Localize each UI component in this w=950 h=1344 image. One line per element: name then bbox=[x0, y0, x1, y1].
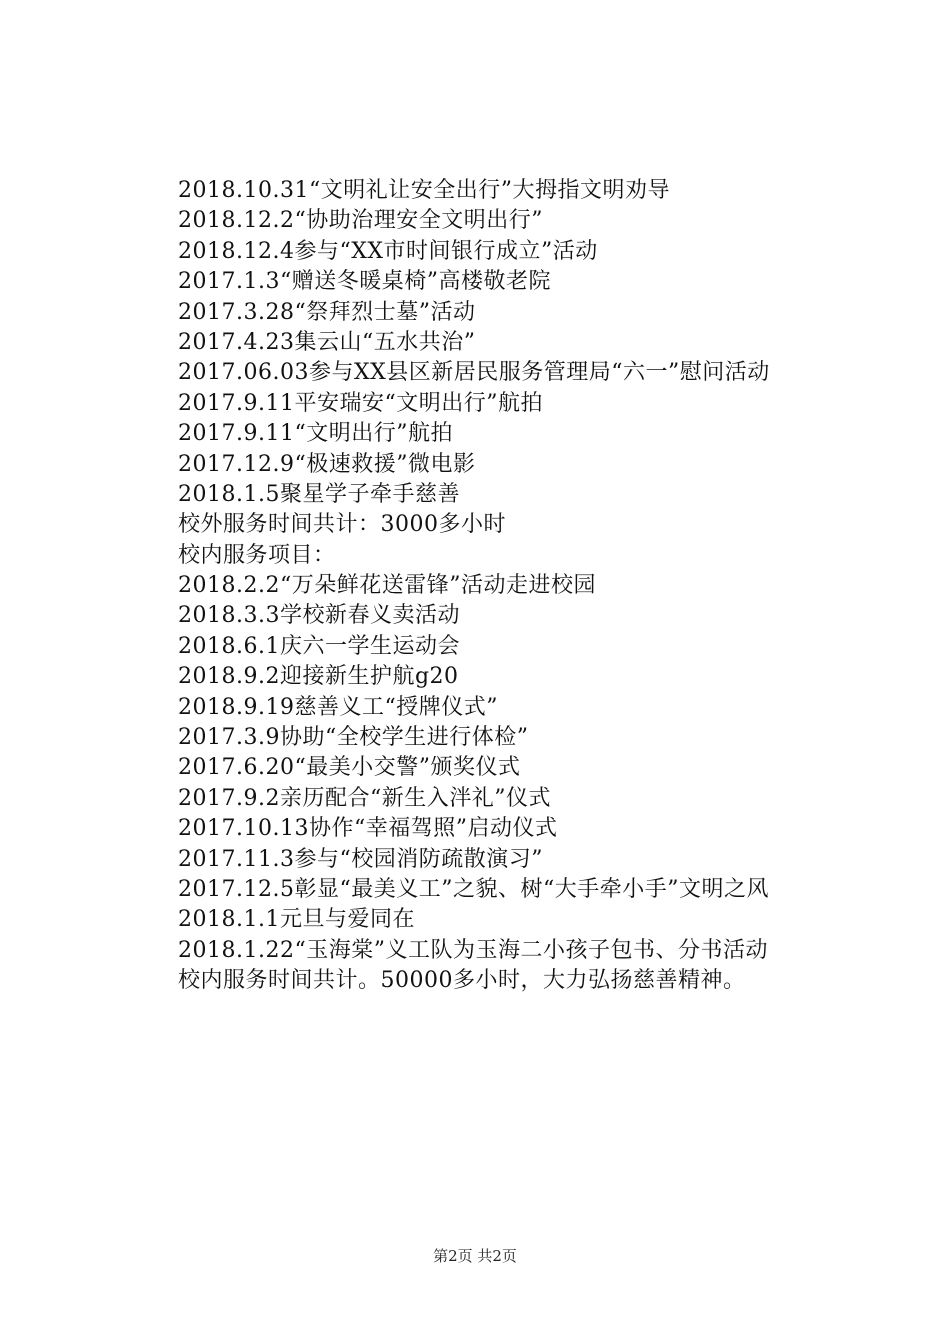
text-line: 2017.9.2亲历配合“新生入泮礼”仪式 bbox=[178, 785, 551, 811]
text-line: 2018.2.2“万朵鲜花送雷锋”活动走进校园 bbox=[178, 573, 596, 599]
text-line: 2017.12.5彰显“最美义工”之貌、树“大手牵小手”文明之风 bbox=[178, 877, 769, 902]
document-body bbox=[125, 176, 835, 997]
text-line: 2018.12.2“协助治理安全文明出行” bbox=[178, 208, 543, 234]
text-line: 2017.1.3“赠送冬暖桌椅”高楼敬老院 bbox=[178, 269, 551, 295]
text-line: 校内服务项目： bbox=[178, 542, 336, 568]
text-line: 2017.6.20“最美小交警”颁奖仪式 bbox=[178, 755, 521, 781]
page-number-footer: 第2页 共2页 bbox=[433, 1247, 517, 1265]
text-line: 2017.9.11平安瑞安“文明出行”航拍 bbox=[178, 390, 543, 416]
text-line: 2018.9.19慈善义工“授牌仪式” bbox=[178, 694, 498, 720]
text-line: 2018.3.3学校新春义卖活动 bbox=[178, 603, 460, 629]
text-line: 2017.3.9协助“全校学生进行体检” bbox=[178, 725, 529, 751]
text-line: 2018.1.5聚星学子牵手慈善 bbox=[178, 481, 460, 507]
text-line: 2017.10.13协作“幸福驾照”启动仪式 bbox=[178, 816, 558, 842]
text-line: 2018.1.22“玉海棠”义工队为玉海二小孩子包书、分书活动 bbox=[178, 937, 768, 963]
text-line: 2017.06.03参与XX县区新居民服务管理局“六一”慰问活动 bbox=[178, 360, 770, 386]
text-line: 2018.6.1庆六一学生运动会 bbox=[178, 633, 460, 659]
text-line: 2017.12.9“极速救援”微电影 bbox=[178, 451, 476, 477]
text-line: 校外服务时间共计：3000多小时 bbox=[178, 512, 506, 538]
text-line: 2018.1.1元旦与爱同在 bbox=[178, 907, 415, 933]
text-line: 2017.9.11“文明出行”航拍 bbox=[178, 421, 453, 447]
text-line: 2017.4.23集云山“五水共治” bbox=[178, 329, 476, 355]
text-line: 2018.12.4参与“XX市时间银行成立”活动 bbox=[178, 238, 598, 264]
text-line: 2017.3.28“祭拜烈士墓”活动 bbox=[178, 299, 476, 325]
text-line: 2018.10.31“文明礼让安全出行”大拇指文明劝导 bbox=[178, 178, 670, 203]
text-line: 校内服务时间共计。50000多小时，大力弘扬慈善精神。 bbox=[178, 968, 746, 994]
text-line: 2017.11.3参与“校园消防疏散演习” bbox=[178, 846, 543, 872]
text-line: 2018.9.2迎接新生护航g20 bbox=[178, 664, 459, 690]
